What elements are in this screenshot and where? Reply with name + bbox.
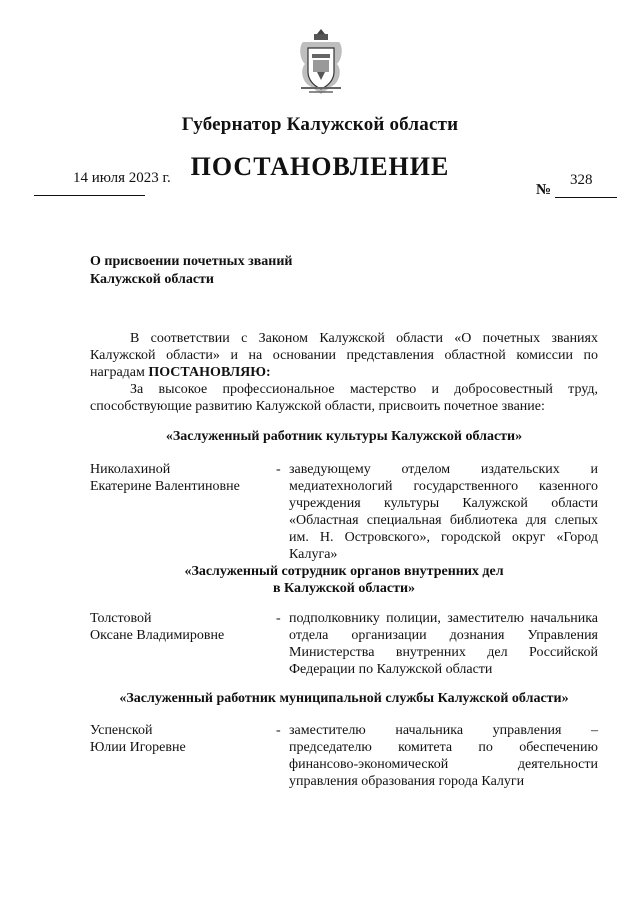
separator-dash: -	[276, 611, 281, 626]
recipient-position: заместителю начальника управления – председателю комитета по обеспечению финансово-экономической деятельности управления образования города Калуги	[289, 723, 598, 789]
coat-of-arms-emblem	[297, 28, 345, 98]
recipient-position: подполковнику полиции, заместителю начальника отдела организации дознания Управления Министерства внутренних дел Российской Федерации по Калужской области	[289, 611, 598, 677]
document-subject	[90, 253, 292, 289]
award-title: «Заслуженный сотрудник органов внутренних дел в Калужской области»	[184, 564, 504, 596]
number-sign: №	[536, 182, 552, 198]
number-underline	[555, 197, 617, 198]
date-underline	[34, 195, 145, 196]
recipient-name: Успенской Юлии Игоревне	[90, 723, 186, 755]
document-date: 14 июля 2023 г.	[73, 170, 171, 186]
subject-line-2: Калужской области	[90, 272, 214, 287]
decree-word: ПОСТАНОВЛЯЮ:	[148, 365, 271, 380]
recipient-name: Толстовой Оксане Владимировне	[90, 611, 225, 643]
intro-paragraph	[90, 381, 598, 415]
award-title: «Заслуженный работник культуры Калужской области»	[165, 429, 523, 444]
separator-dash: -	[276, 723, 281, 738]
recipient-name: Николахиной Екатерине Валентиновне	[90, 462, 240, 494]
subject-line-1: О присвоении почетных званий	[90, 254, 293, 269]
authority-title: Губернатор Калужской области	[181, 114, 459, 135]
document-type-title: ПОСТАНОВЛЕНИЕ	[190, 152, 450, 181]
recipient-position: заведующему отделом издательских и медиатехнологий государственного казенного учреждения культуры Калужской области «Областная специальная библиотека для слепых им. Н. Островского», городской округ «Город Калуга»	[289, 462, 598, 562]
award-title: «Заслуженный работник муниципальной службы Калужской области»	[119, 691, 569, 706]
document-number: 328	[570, 172, 593, 188]
intro-text: За высокое профессиональное мастерство и добросовестный труд, способствующие развитию Калужской области, присвоить почетное звание:	[90, 382, 598, 414]
preamble-text: В соответствии с Законом Калужской области «О почетных званиях Калужской области» и на основании представления областной комиссии по наградам	[90, 331, 598, 380]
preamble-paragraph	[90, 330, 598, 381]
separator-dash: -	[276, 462, 281, 477]
